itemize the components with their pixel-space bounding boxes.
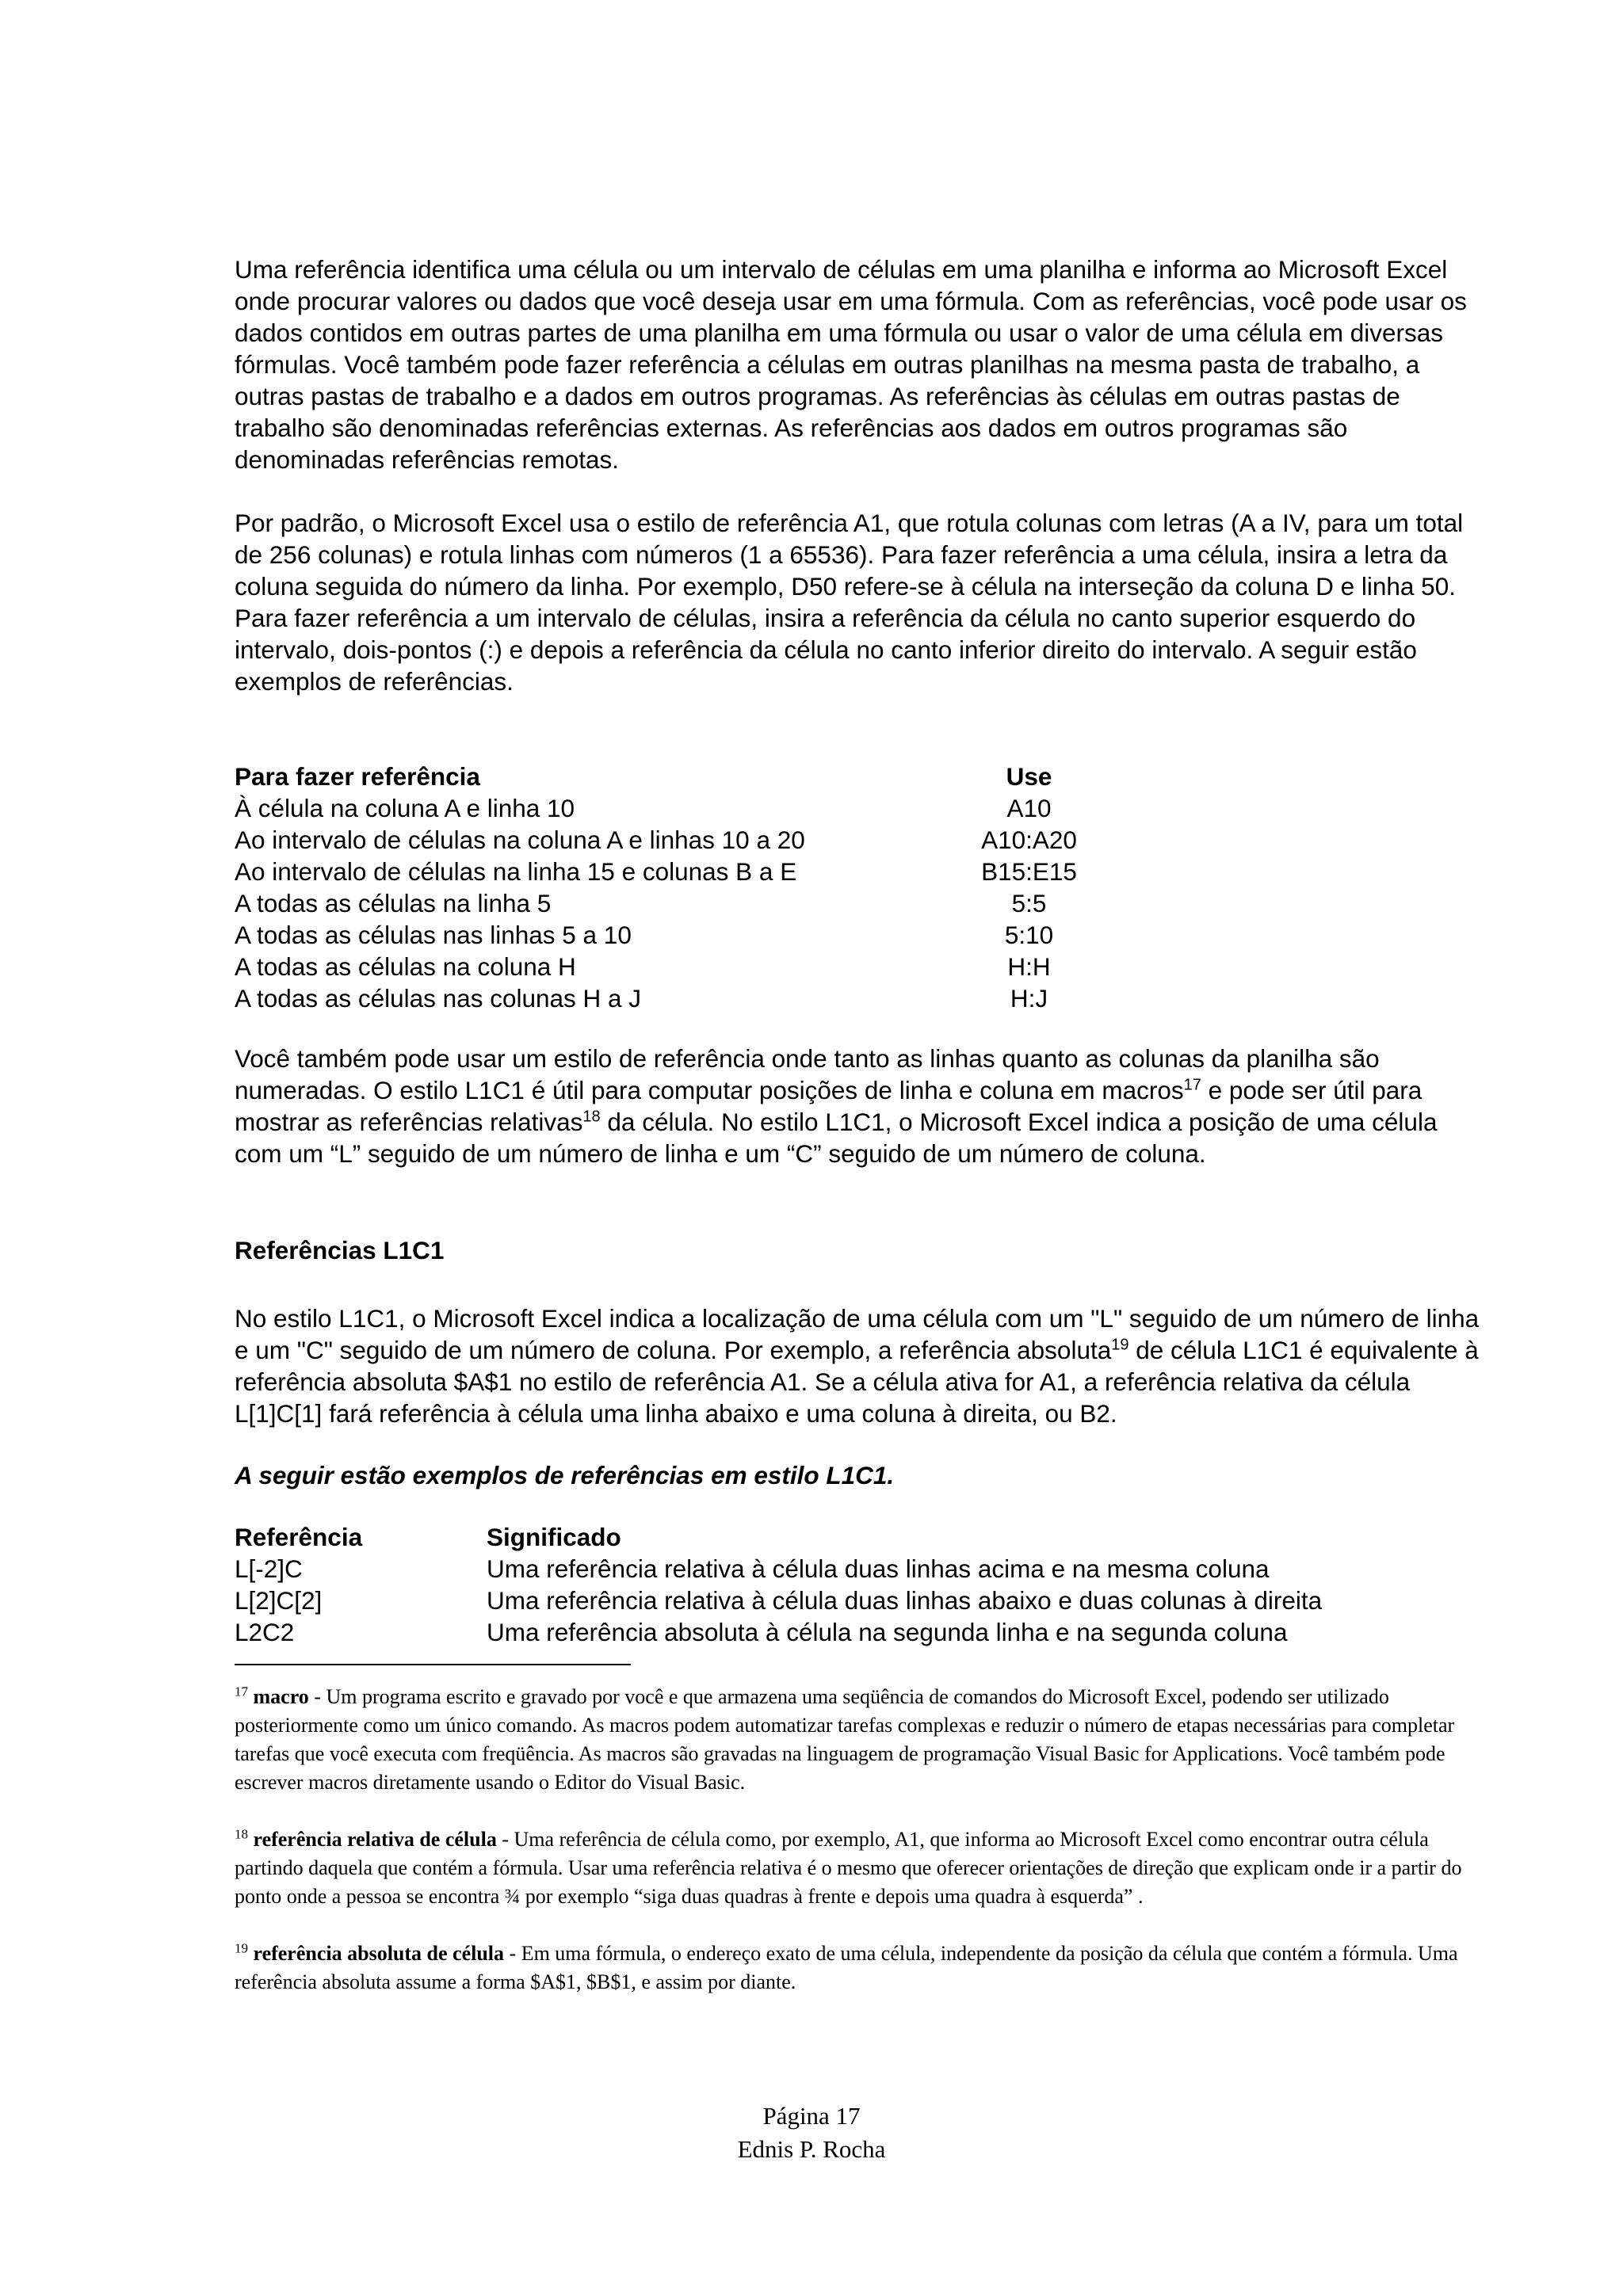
footnote-ref-18: 18 [582, 1108, 601, 1126]
author-name: Ednis P. Rocha [737, 2135, 886, 2163]
table-row [235, 951, 1106, 982]
footnote-17 [235, 1683, 1487, 1797]
paragraph-references-intro: Uma referência identifica uma célula ou um intervalo de células em uma planilha e informa ao Microsoft Excel onde procurar valores ou dados que você deseja usar em uma fórmula. Com as referências, você pode usar os dados contidos em outras partes de uma planilha em uma fórmula ou usar o valor de uma célula em diversas fórmulas. Você também pode fazer referência a células em outras planilhas na mesma pasta de trabalho, a outras pastas de trabalho e a dados em outros programas. As referências às células em outras pastas de trabalho são denominadas referências externas. As referências aos dados em outros programas são denominadas referências remotas. [235, 255, 1467, 474]
page-number: Página 17 [762, 2102, 861, 2130]
table-row [235, 887, 1106, 919]
text-run: No estilo L1C1, o Microsoft Excel indica a localização de uma célula com um "L" seguido de um número de linha e um "C" seguido de um número de coluna. Por exemplo, a referência absoluta [235, 1304, 1480, 1364]
table-row [235, 792, 1106, 824]
footnote-number: 19 [235, 1940, 248, 1956]
footnote-term: referência absoluta de célula [253, 1942, 505, 1965]
text-run: Você também pode usar um estilo de referência onde tanto as linhas quanto as colunas da planilha são numeradas. O estilo L1C1 é útil para computar posições de linha e coluna em macros [235, 1044, 1380, 1104]
reference-examples-table [235, 761, 1106, 1014]
table-header-row [235, 1521, 1487, 1553]
text-run: de célula L1C1 é equivalente à referência absoluta $A$1 no estilo de referência A1. Se a célula ativa for A1, a referência relativa da célula L[1]C[1] fará referência à célula uma linha abaixo e uma coluna à direita, ou B2. [235, 1336, 1479, 1428]
table-row [235, 824, 1106, 856]
header-para-fazer-referencia: Para fazer referência [235, 762, 480, 791]
table-header-row [235, 761, 1106, 792]
table-cell: Ao intervalo de células na coluna A e linhas 10 a 20 [235, 826, 805, 854]
table-cell: L2C2 [235, 1618, 295, 1646]
page-footer [0, 2100, 1623, 2166]
footnote-text: - Uma referência de célula como, por exemplo, A1, que informa ao Microsoft Excel como encontrar outra célula partindo daquela que contém a fórmula. Usar uma referência relativa é o mesmo que oferecer orientações de direção que explicam onde ir a partir do ponto onde a pessoa se encontra ¾ por exemplo “siga duas quadras à frente e depois uma quadra à esquerda” . [235, 1828, 1462, 1908]
table-cell: A todas as células nas colunas H a J [235, 984, 642, 1013]
table-cell: À célula na coluna A e linha 10 [235, 794, 575, 822]
table-cell: L[-2]C [235, 1554, 303, 1583]
table-row [235, 1585, 1487, 1616]
footnote-text: - Um programa escrito e gravado por você e que armazena uma seqüência de comandos do Microsoft Excel, podendo ser utilizado posteriormente como um único comando. As macros podem automatizar tarefas complexas e reduzir o número de etapas necessárias para completar tarefas que você executa com freqüência. As macros são gravadas na linguagem de programação Visual Basic for Applications. Você também pode escrever macros diretamente usando o Editor do Visual Basic. [235, 1685, 1455, 1794]
footnote-divider [235, 1664, 631, 1665]
table-row [235, 856, 1106, 887]
table-cell: B15:E15 [981, 857, 1077, 886]
text-run: e pode ser útil para mostrar as referências relativas [235, 1076, 1423, 1136]
table-cell: Uma referência absoluta à célula na segunda linha e na segunda coluna [487, 1618, 1288, 1646]
footnote-ref-17: 17 [1183, 1076, 1201, 1094]
table-cell: 5:10 [1004, 921, 1054, 949]
footnote-number: 18 [235, 1826, 248, 1842]
footnote-number: 17 [235, 1684, 248, 1699]
paragraph-l1c1-intro [235, 1043, 1487, 1169]
table-cell: A10:A20 [981, 826, 1077, 854]
footnote-ref-19: 19 [1111, 1336, 1129, 1354]
table-cell: A todas as células nas linhas 5 a 10 [235, 921, 632, 949]
footnote-term: referência relativa de célula [253, 1828, 497, 1851]
paragraph-a1-style: Por padrão, o Microsoft Excel usa o estilo de referência A1, que rotula colunas com letras (A a IV, para um total de 256 colunas) e rotula linhas com números (1 a 65536). Para fazer referência a uma célula, insira a letra da coluna seguida do número da linha. Por exemplo, D50 refere-se à célula na interseção da coluna D e linha 50. Para fazer referência a um intervalo de células, insira a referência da célula no canto superior esquerdo do intervalo, dois-pontos (:) e depois a referência da célula no canto inferior direito do intervalo. A seguir estão exemplos de referências. [235, 509, 1464, 696]
table-cell: Uma referência relativa à célula duas linhas abaixo e duas colunas à direita [487, 1586, 1323, 1615]
table-row [235, 982, 1106, 1014]
section-heading-l1c1: Referências L1C1 [235, 1236, 445, 1264]
text-run: da célula. No estilo L1C1, o Microsoft Excel indica a posição de uma célula com um “L” seguido de um número de linha e um “C” seguido de um número de coluna. [235, 1108, 1438, 1168]
header-use: Use [1006, 762, 1052, 791]
footnote-text: - Em uma fórmula, o endereço exato de uma célula, independente da posição da célula que contém a fórmula. Uma referência absoluta assume a forma $A$1, $B$1, e assim por diante. [235, 1942, 1458, 1993]
footnote-term: macro [253, 1685, 309, 1708]
header-significado: Significado [487, 1523, 621, 1551]
table-cell: A10 [1006, 794, 1052, 822]
table-cell: Ao intervalo de células na linha 15 e colunas B a E [235, 857, 797, 886]
footnote-18 [235, 1825, 1487, 1911]
table-cell: Uma referência relativa à célula duas linhas acima e na mesma coluna [487, 1554, 1270, 1583]
table-row [235, 1616, 1487, 1648]
paragraph-l1c1-detail [235, 1302, 1487, 1429]
header-referencia: Referência [235, 1523, 363, 1551]
table-cell: H:H [1007, 952, 1051, 981]
document-page [235, 254, 1487, 2025]
examples-heading: A seguir estão exemplos de referências em estilo L1C1. [235, 1461, 895, 1489]
l1c1-examples-table [235, 1521, 1487, 1648]
table-cell: 5:5 [1011, 889, 1047, 917]
table-row [235, 919, 1106, 951]
table-cell: L[2]C[2] [235, 1586, 323, 1615]
footnote-19 [235, 1939, 1487, 1997]
table-cell: A todas as células na linha 5 [235, 889, 552, 917]
table-row [235, 1553, 1487, 1585]
table-cell: H:J [1010, 984, 1048, 1013]
table-cell: A todas as células na coluna H [235, 952, 576, 981]
